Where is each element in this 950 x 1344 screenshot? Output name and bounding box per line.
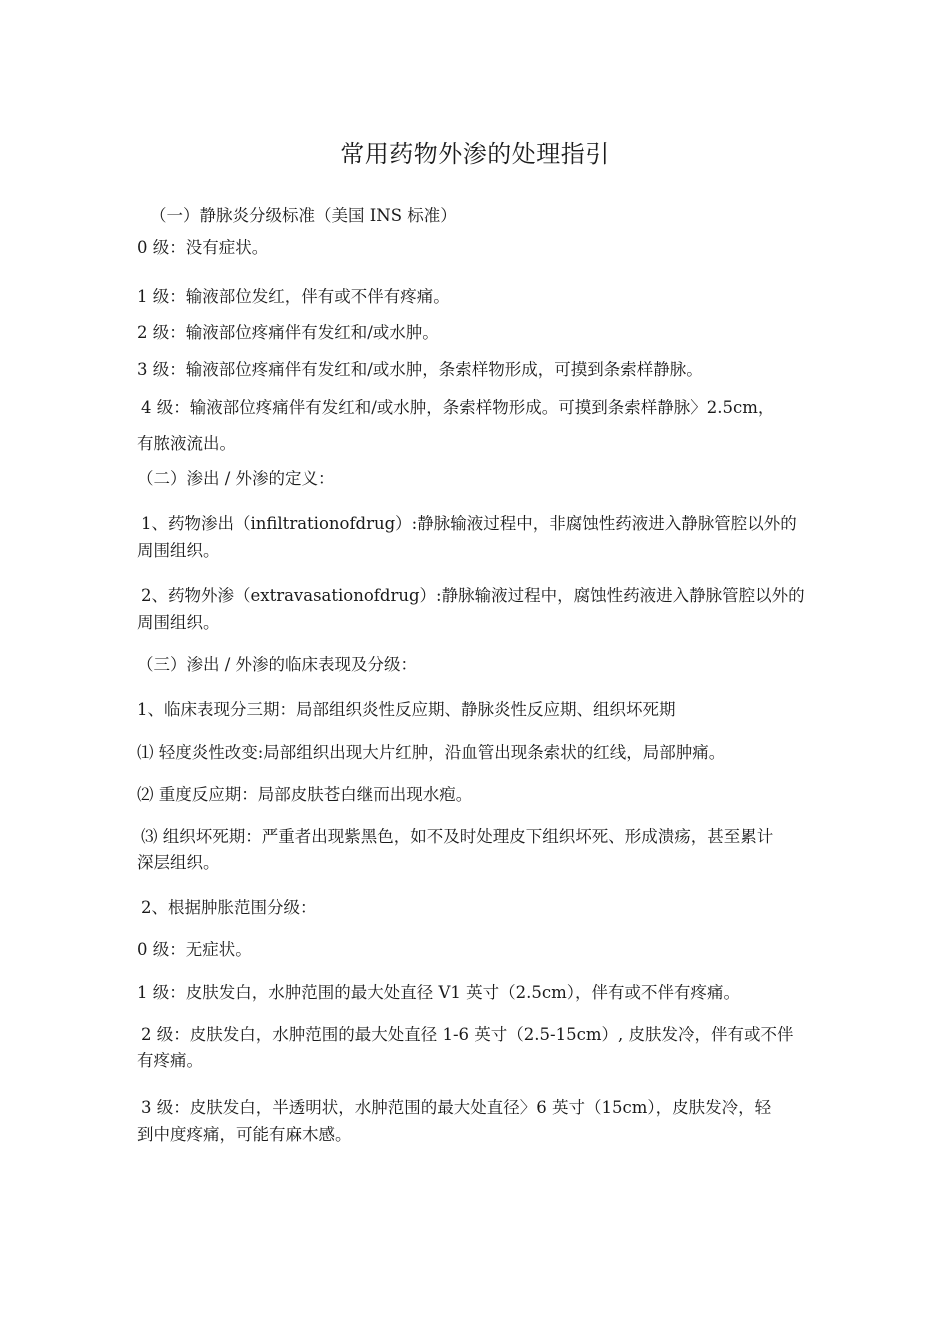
document-title: 常用药物外渗的处理指引: [340, 140, 610, 168]
phlebitis-grade-4: 4 级：输液部位疼痛伴有发红和/或水肿，条索样物形成。可摸到条索样静脉〉2.5cm，: [141, 398, 775, 417]
swelling-grade-1: 1 级：皮肤发白，水肿范围的最大处直径 V1 英寸（2.5cm），伴有或不伴有疼痛。: [137, 983, 741, 1002]
clinical-stage-3: ⑶ 组织坏死期：严重者出现紫黑色，如不及时处理皮下组织坏死、形成溃疡，甚至累计: [141, 827, 774, 846]
swelling-grade-3-continued: 到中度疼痛，可能有麻木感。: [137, 1125, 352, 1144]
section-heading-clinical-manifestations: （三）渗出 / 外渗的临床表现及分级：: [137, 655, 418, 674]
clinical-stage-2: ⑵ 重度反应期：局部皮肤苍白继而出现水疱。: [137, 785, 473, 804]
clinical-stage-1: ⑴ 轻度炎性改变:局部组织出现大片红肿，沿血管出现条索状的红线，局部肿痛。: [137, 743, 726, 762]
phlebitis-grade-1: 1 级：输液部位发红，伴有或不伴有疼痛。: [137, 287, 450, 306]
phlebitis-grade-2: 2 级：输液部位疼痛伴有发红和/或水肿。: [137, 323, 439, 342]
phlebitis-grade-0: 0 级：没有症状。: [137, 238, 269, 257]
swelling-grade-2: 2 级：皮肤发白，水肿范围的最大处直径 1-6 英寸（2.5-15cm）, 皮肤发冷，伴有或不伴: [141, 1025, 794, 1044]
definition-extravasation: 2、药物外渗（extravasationofdrug）:静脉输液过程中，腐蚀性药液进入静脉管腔以外的: [141, 586, 805, 605]
definition-infiltration: 1、药物渗出（infiltrationofdrug）:静脉输液过程中，非腐蚀性药液进入静脉管腔以外的: [141, 514, 797, 533]
definition-extravasation-continued: 周围组织。: [137, 613, 220, 632]
section-heading-phlebitis-grading: （一）静脉炎分级标准（美国 INS 标准）: [150, 206, 457, 225]
clinical-stage-3-continued: 深层组织。: [137, 853, 220, 872]
definition-infiltration-continued: 周围组织。: [137, 541, 220, 560]
swelling-grade-0: 0 级：无症状。: [137, 940, 252, 959]
swelling-grading-heading: 2、根据肿胀范围分级：: [141, 898, 317, 917]
phlebitis-grade-4-continued: 有脓液流出。: [137, 434, 236, 453]
phlebitis-grade-3: 3 级：输液部位疼痛伴有发红和/或水肿，条索样物形成，可摸到条索样静脉。: [137, 360, 703, 379]
clinical-stages-heading: 1、临床表现分三期：局部组织炎性反应期、静脉炎性反应期、组织坏死期: [137, 700, 676, 719]
section-heading-definition: （二）渗出 / 外渗的定义：: [137, 469, 335, 488]
swelling-grade-3: 3 级：皮肤发白，半透明状，水肿范围的最大处直径〉6 英寸（15cm），皮肤发冷，轻: [141, 1098, 772, 1117]
swelling-grade-2-continued: 有疼痛。: [137, 1051, 203, 1070]
